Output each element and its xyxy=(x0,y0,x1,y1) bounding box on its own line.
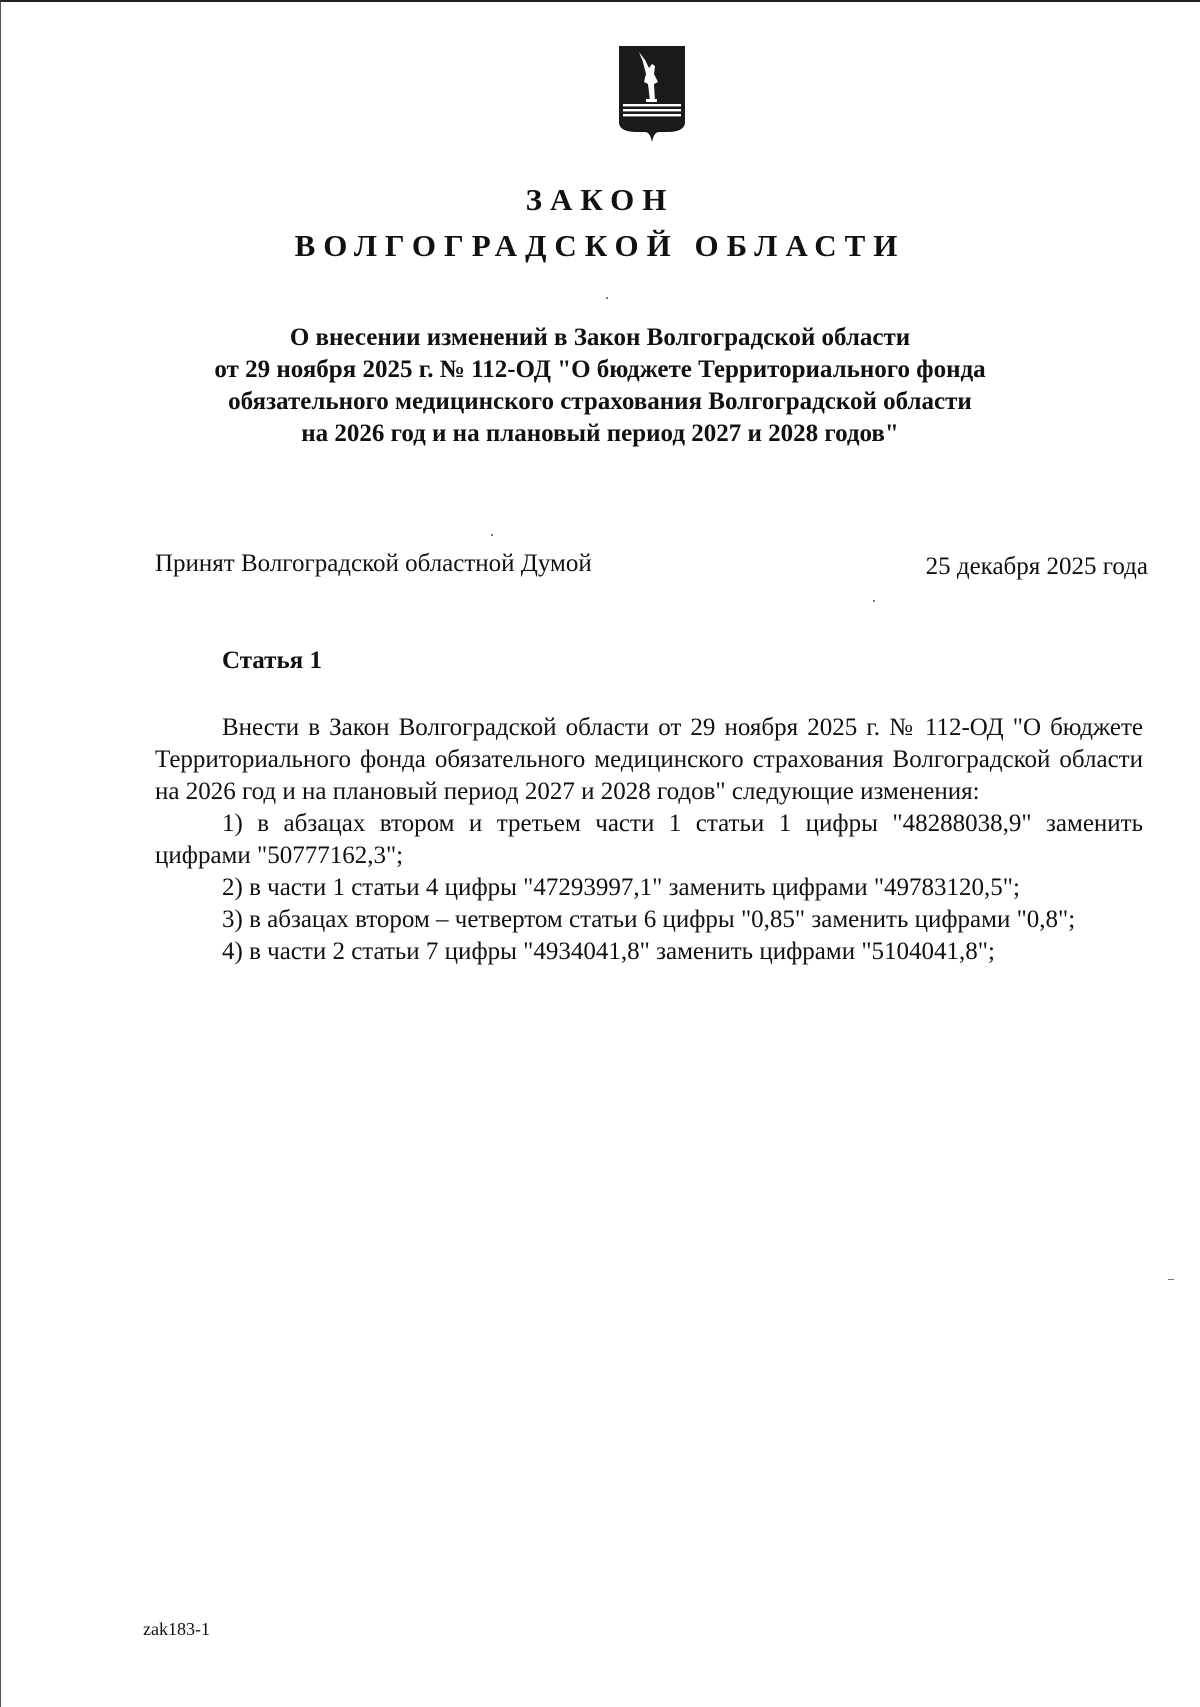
subject-line: О внесении изменений в Закон Волгоградской области xyxy=(289,324,911,351)
article-intro: Внести в Закон Волгоградской области от 29 ноября 2025 г. № 112-ОД "О бюджете Территориального фонда обязательного медицинского страхования Волгоградской области на 2026 год и на плановый период 2027 и 2028 годов" следующие изменения: xyxy=(155,714,1143,805)
scan-speck xyxy=(606,297,608,299)
article-body xyxy=(155,712,1143,968)
document-type-title: ЗАКОН xyxy=(525,182,675,217)
amendment-item-3: 3) в абзацах втором – четвертом статьи 6 цифры "0,85" заменить цифрами "0,8"; xyxy=(222,906,1076,933)
subject-line: обязательного медицинского страхования Волгоградской области xyxy=(228,388,972,415)
scan-speck xyxy=(1168,1279,1174,1280)
article-heading: Статья 1 xyxy=(222,647,322,674)
issuer-title: ВОЛГОГРАДСКОЙ ОБЛАСТИ xyxy=(294,228,906,263)
law-subject xyxy=(150,322,1050,450)
subject-line: от 29 ноября 2025 г. № 112-ОД "О бюджете Территориального фонда xyxy=(214,356,986,383)
coat-of-arms-emblem xyxy=(617,44,687,144)
amendment-item-1: 1) в абзацах втором и третьем части 1 статьи 1 цифры "48288038,9" заменить цифрами "50777162,3"; xyxy=(155,810,1143,869)
amendment-item-2: 2) в части 1 статьи 4 цифры "47293997,1" заменить цифрами "49783120,5"; xyxy=(222,874,1020,901)
document-code: zak183-1 xyxy=(143,1619,210,1639)
adopted-by: Принят Волгоградской областной Думой xyxy=(155,550,592,577)
scan-speck xyxy=(491,534,493,536)
subject-line: на 2026 год и на плановый период 2027 и 2028 годов" xyxy=(301,420,899,447)
scan-speck xyxy=(873,600,875,602)
amendment-item-4: 4) в части 2 статьи 7 цифры "4934041,8" заменить цифрами "5104041,8"; xyxy=(222,938,995,965)
adopted-date: 25 декабря 2025 года xyxy=(925,553,1148,580)
